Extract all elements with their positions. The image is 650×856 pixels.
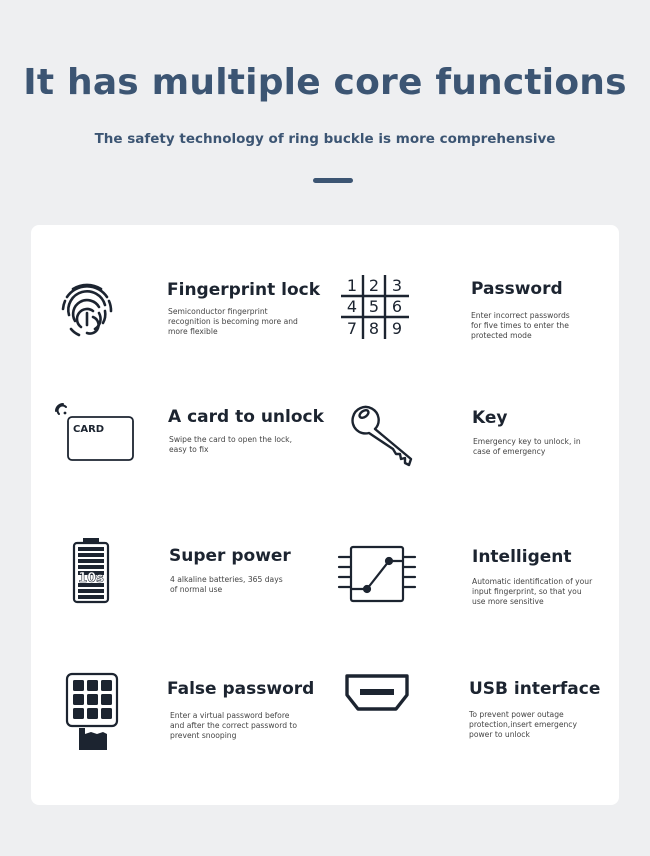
keypad-digit: 2: [368, 276, 380, 295]
feature-description: Enter incorrect passwords for five times to enter the protected mode: [471, 311, 570, 340]
usb-port-icon: [344, 673, 410, 713]
feature-title: USB interface: [469, 679, 601, 699]
keypad-digit: 7: [346, 319, 358, 338]
feature-title: Fingerprint lock: [167, 280, 321, 300]
keypad-digit: 1: [346, 276, 358, 295]
feature-title: False password: [167, 679, 315, 699]
keypad-digit: 8: [368, 319, 380, 338]
battery-label: 10s: [78, 571, 104, 586]
feature-description: Automatic identification of your input fingerprint, so that you use more sensitive: [472, 577, 593, 606]
page-title: It has multiple core functions: [23, 62, 627, 103]
page-subtitle: The safety technology of ring buckle is more comprehensive: [94, 131, 556, 147]
feature-title: Super power: [169, 546, 291, 566]
feature-description: 4 alkaline batteries, 365 days of normal use: [170, 575, 283, 594]
feature-description: Semiconductor fingerprint recognition is becoming more and more flexible: [168, 307, 298, 336]
feature-title: A card to unlock: [168, 407, 324, 427]
touch-keypad-icon: [65, 672, 119, 752]
keypad-digit: 6: [391, 297, 403, 316]
card-label: CARD: [73, 424, 105, 435]
title-divider: [313, 178, 353, 183]
keypad-digit: 4: [346, 297, 358, 316]
features-card: [31, 225, 619, 805]
feature-description: Emergency key to unlock, in case of emergency: [473, 437, 581, 456]
chip-switch-icon: [337, 543, 417, 605]
battery-icon: [71, 536, 111, 604]
keypad-digit: 5: [368, 297, 380, 316]
feature-title: Password: [471, 279, 563, 299]
rfid-card-icon: [53, 401, 137, 463]
keypad-grid-icon: [339, 273, 411, 341]
feature-description: Enter a virtual password before and after the correct password to prevent snooping: [170, 711, 298, 740]
fingerprint-icon: [55, 275, 119, 339]
key-icon: [349, 401, 417, 469]
feature-description: Swipe the card to open the lock, easy to fix: [169, 435, 292, 454]
keypad-digit: 3: [391, 276, 403, 295]
feature-title: Key: [472, 408, 508, 428]
keypad-digit: 9: [391, 319, 403, 338]
feature-description: To prevent power outage protection,insert emergency power to unlock: [469, 710, 577, 739]
feature-title: Intelligent: [472, 547, 572, 567]
